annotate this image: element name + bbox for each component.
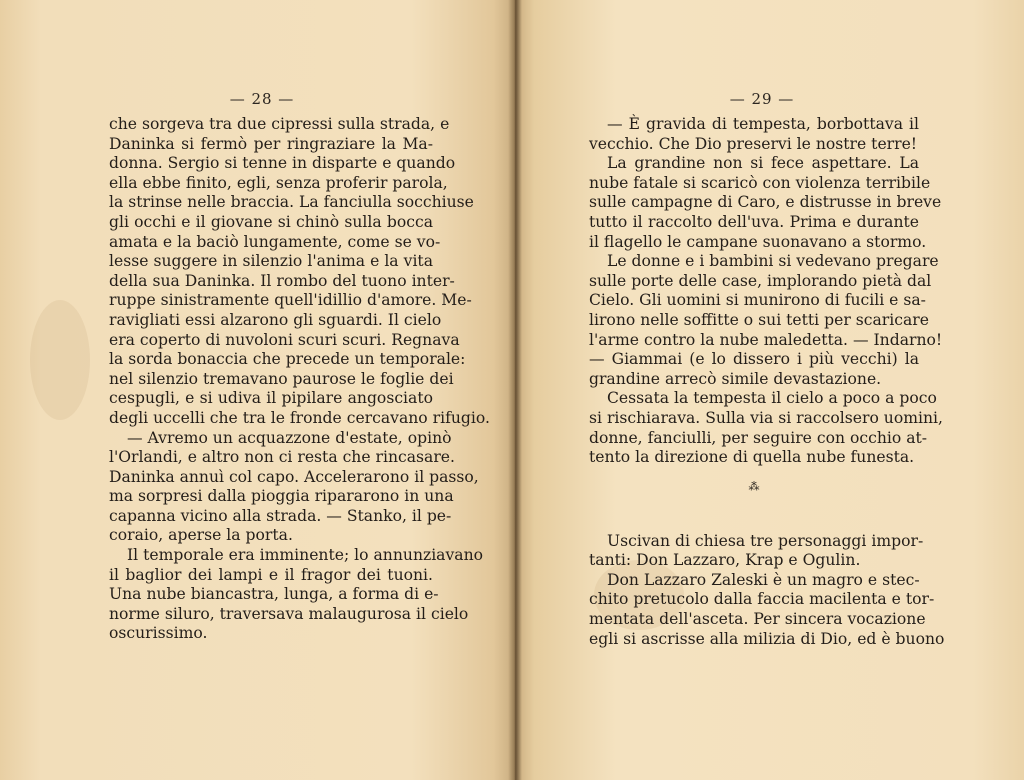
page-number: — 28 — bbox=[229, 90, 295, 108]
text-line: — È gravida di tempesta, borbottava il bbox=[607, 115, 919, 133]
text-line: — Avremo un acquazzone d'estate, opinò bbox=[127, 428, 452, 447]
text-line: Cielo. Gli uomini si munirono di fucili e sa- bbox=[589, 291, 926, 310]
text-line: tutto il raccolto dell'uva. Prima e durante bbox=[589, 212, 919, 231]
text-line: mentata dell'asceta. Per sincera vocazione bbox=[589, 610, 926, 629]
text-line: l'Orlandi, e altro non ci resta che rincasare. bbox=[109, 448, 455, 467]
text-line: Uscivan di chiesa tre personaggi impor- bbox=[607, 531, 924, 550]
text-line: ella ebbe finito, egli, senza proferir parola, bbox=[109, 173, 448, 192]
text-line: Il temporale era imminente; lo annunziavano bbox=[127, 546, 484, 565]
text-line: Cessata la tempesta il cielo a poco a poco bbox=[607, 389, 937, 408]
text-line: il baglior dei lampi e il fragor dei tuoni. bbox=[109, 565, 433, 584]
text-line: norme siluro, traversava malaugurosa il cielo bbox=[109, 604, 469, 623]
text-line: sulle porte delle case, implorando pietà dal bbox=[589, 271, 932, 290]
text-line: si rischiarava. Sulla via si raccolsero uomini, bbox=[589, 408, 943, 427]
left-page-text bbox=[109, 115, 490, 644]
text-line: Daninka si fermò per ringraziare la Ma- bbox=[109, 134, 433, 153]
text-line: La grandine non si fece aspettare. La bbox=[607, 154, 919, 173]
text-line: ruppe sinistramente quell'idillio d'amore. Me- bbox=[109, 291, 472, 310]
text-line: ravigliati essi alzarono gli sguardi. Il cielo bbox=[109, 310, 442, 329]
text-line: della sua Daninka. Il rombo del tuono inter- bbox=[109, 271, 455, 290]
text-line: chito pretucolo dalla faccia macilenta e tor- bbox=[589, 590, 935, 609]
section-break-ornament: ⁂ bbox=[748, 479, 760, 493]
paper-stain bbox=[30, 300, 90, 420]
text-line: la sorda bonaccia che precede un temporale: bbox=[109, 350, 466, 369]
text-line: amata e la baciò lungamente, come se vo- bbox=[109, 232, 441, 251]
text-line: Una nube biancastra, lunga, a forma di e- bbox=[109, 585, 439, 604]
page-number: — 29 — bbox=[729, 90, 795, 108]
text-line: Daninka annuì col capo. Accelerarono il passo, bbox=[109, 467, 479, 486]
text-line: gli occhi e il giovane si chinò sulla bocca bbox=[109, 212, 433, 231]
text-line: Don Lazzaro Zaleski è un magro e stec- bbox=[607, 570, 920, 589]
text-line: tanti: Don Lazzaro, Krap e Ogulin. bbox=[589, 551, 861, 570]
text-line: grandine arrecò simile devastazione. bbox=[589, 369, 882, 388]
text-line: Le donne e i bambini si vedevano pregare bbox=[607, 252, 939, 271]
text-line: egli si ascrisse alla milizia di Dio, ed è buono bbox=[589, 629, 945, 648]
text-line: era coperto di nuvoloni scuri scuri. Regnava bbox=[109, 330, 460, 349]
text-line: tento la direzione di quella nube funesta. bbox=[589, 448, 915, 467]
text-line: cespugli, e si udiva il pipilare angosciato bbox=[109, 389, 433, 408]
text-line: donna. Sergio si tenne in disparte e quando bbox=[109, 154, 456, 173]
text-line: vecchio. Che Dio preservi le nostre terre! bbox=[589, 134, 918, 153]
text-line: sulle campagne di Caro, e distrusse in breve bbox=[589, 193, 942, 212]
text-line: lirono nelle soffitte o sui tetti per scaricare bbox=[589, 310, 929, 329]
text-line: oscurissimo. bbox=[109, 624, 208, 643]
text-line: che sorgeva tra due cipressi sulla strada, e bbox=[109, 115, 450, 133]
text-line: il flagello le campane suonavano a stormo. bbox=[589, 232, 927, 251]
text-line: nel silenzio tremavano paurose le foglie dei bbox=[109, 369, 454, 388]
text-line: coraio, aperse la porta. bbox=[109, 526, 293, 545]
right-page-text bbox=[589, 115, 945, 649]
text-line: lesse suggere in silenzio l'anima e la vita bbox=[109, 252, 433, 271]
text-line: la strinse nelle braccia. La fanciulla socchiuse bbox=[109, 193, 474, 212]
book-gutter bbox=[508, 0, 522, 780]
text-line: degli uccelli che tra le fronde cercavano rifugio. bbox=[109, 408, 490, 427]
text-line: capanna vicino alla strada. — Stanko, il pe- bbox=[109, 506, 452, 525]
text-line: ma sorpresi dalla pioggia ripararono in una bbox=[109, 487, 454, 506]
text-line: donne, fanciulli, per seguire con occhio at- bbox=[589, 428, 928, 447]
text-line: nube fatale si scaricò con violenza terribile bbox=[589, 173, 931, 192]
text-line: l'arme contro la nube maledetta. — Indarno! bbox=[589, 330, 943, 349]
text-line: — Giammai (e lo dissero i più vecchi) la bbox=[589, 350, 919, 369]
